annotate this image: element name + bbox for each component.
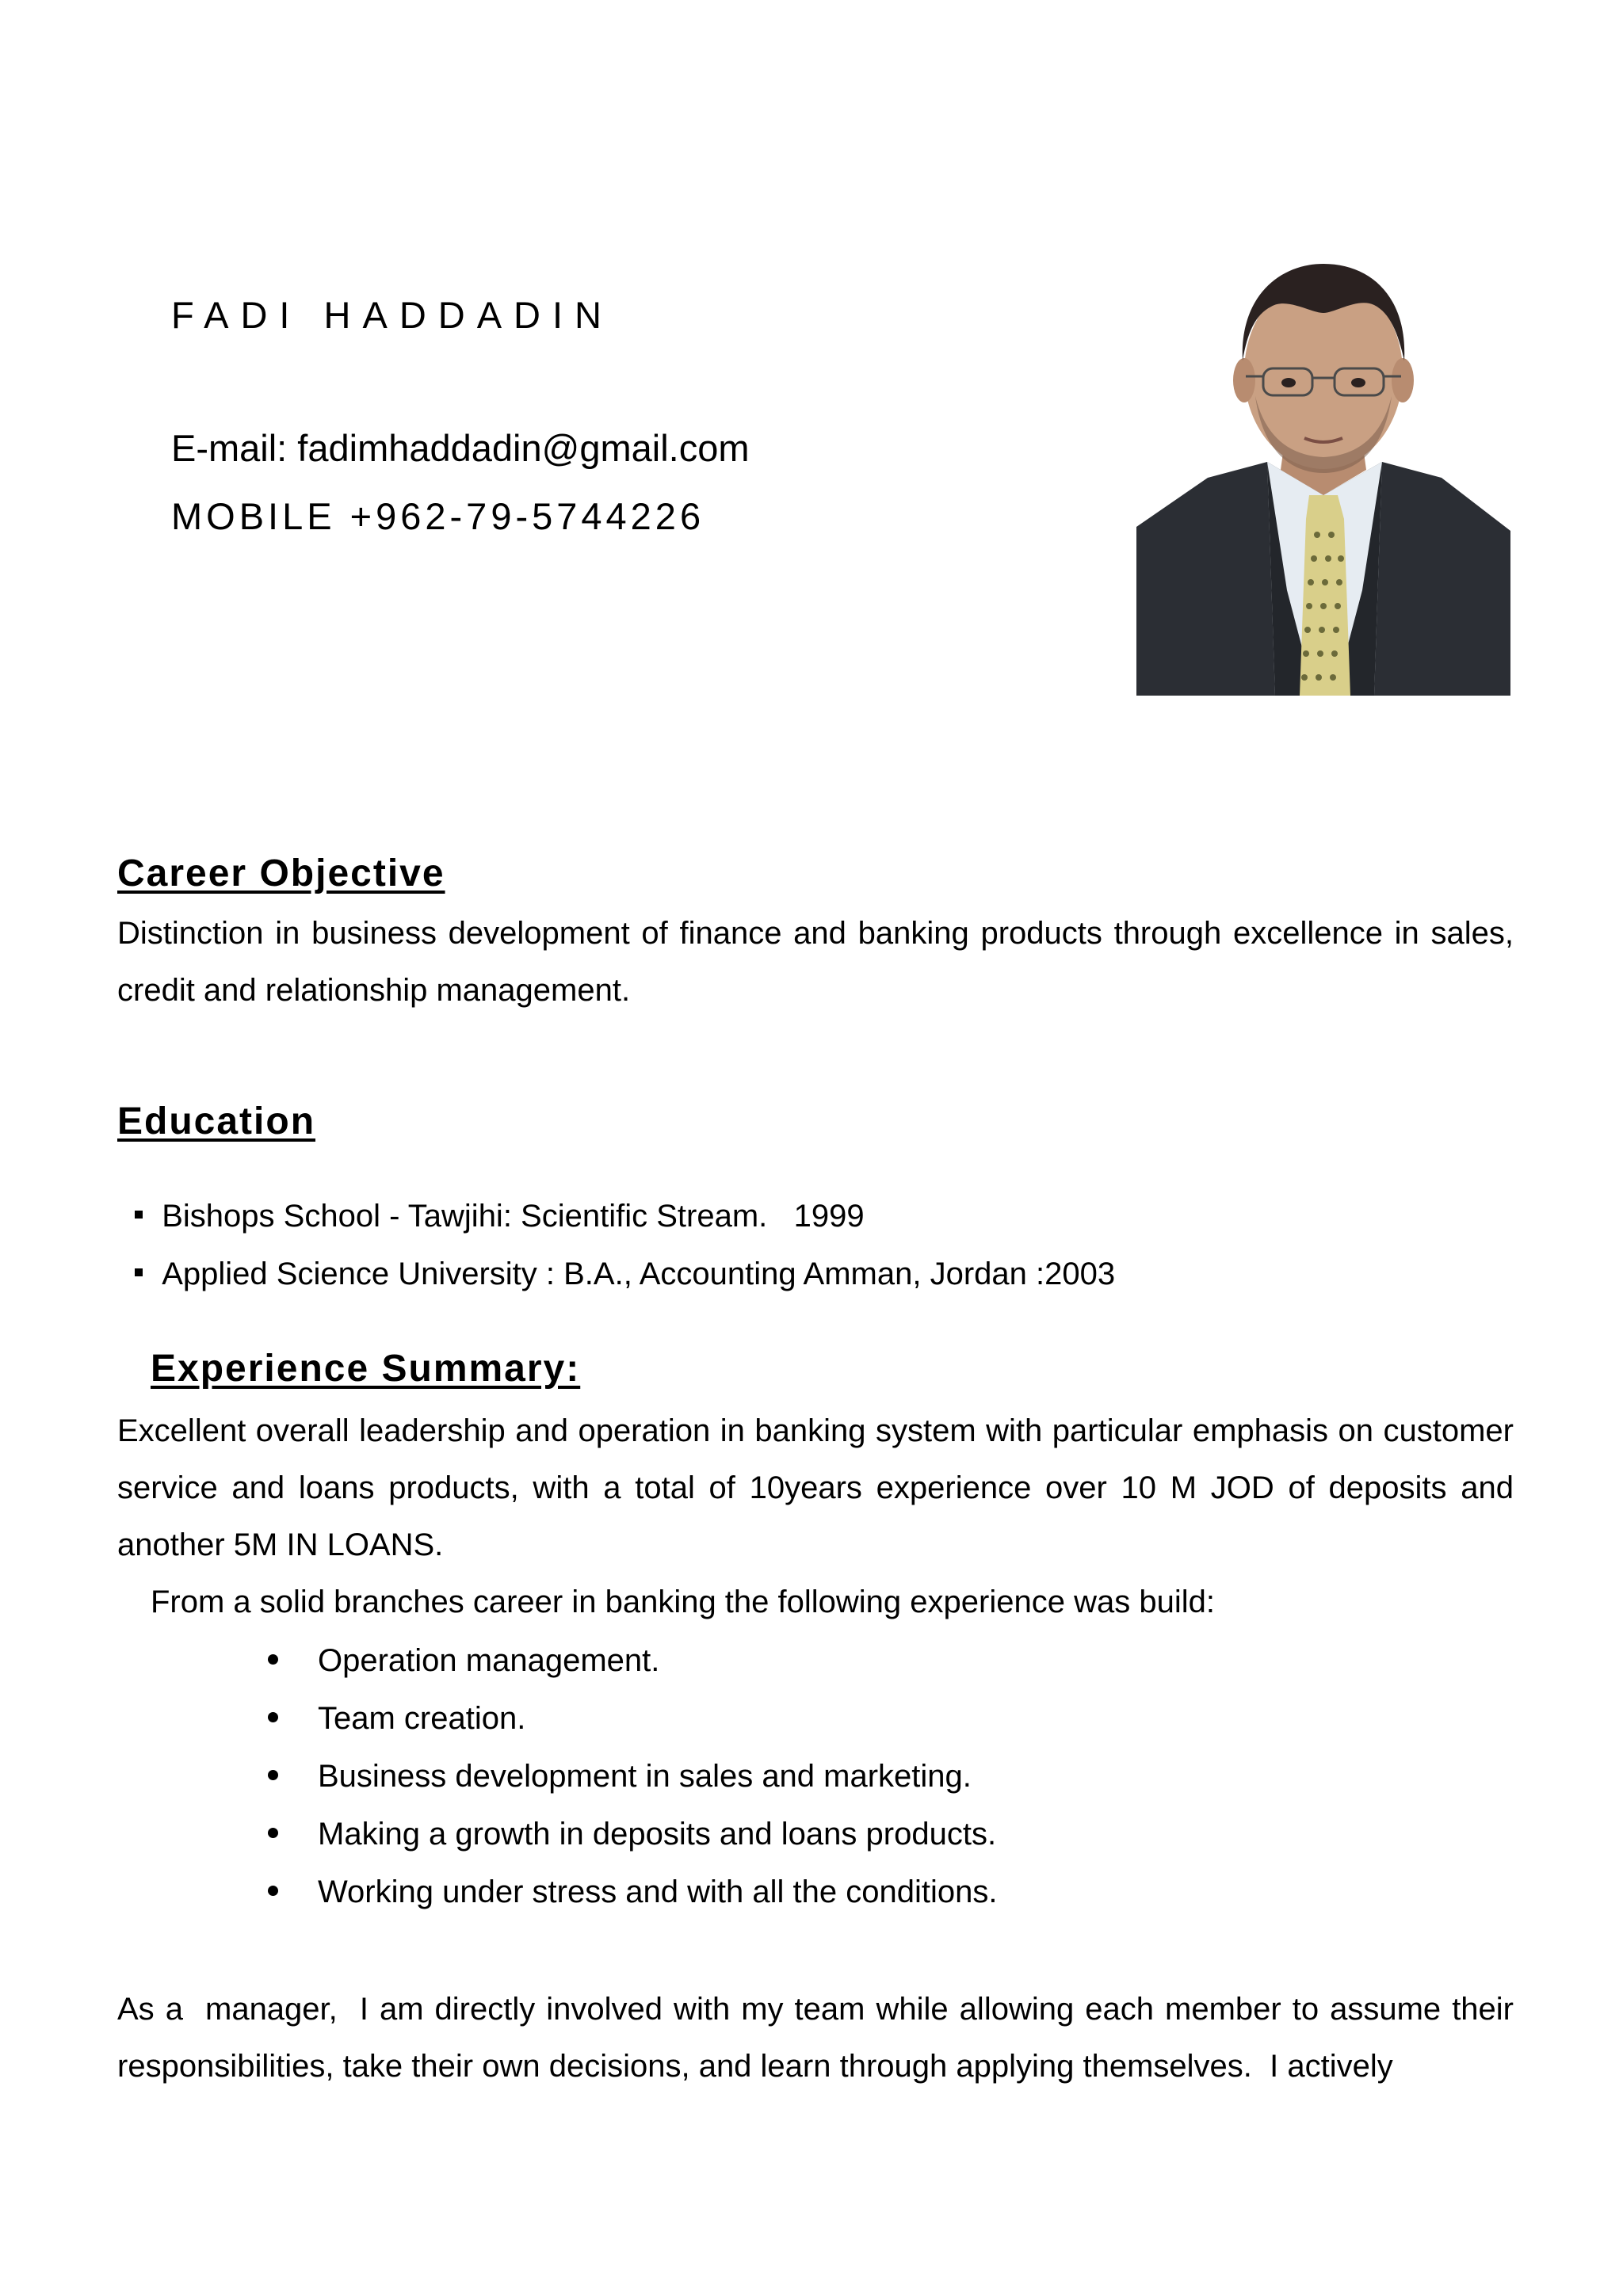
career-objective-heading: Career Objective [117, 852, 445, 894]
experience-item [268, 1817, 996, 1852]
mobile-line: MOBILE +962-79-5744226 [171, 495, 705, 537]
experience-heading: Experience Summary: [151, 1348, 581, 1390]
experience-item-text: Making a growth in deposits and loans products. [318, 1817, 997, 1852]
education-heading: Education [117, 1100, 316, 1142]
round-bullet-icon [268, 1770, 278, 1780]
round-bullet-icon [268, 1712, 278, 1722]
round-bullet-icon [268, 1828, 278, 1838]
round-bullet-icon [268, 1654, 278, 1665]
career-objective-text: Distinction in business development of finance and banking products through excellence in sales, credit and relationship management. [117, 916, 1514, 1008]
education-item-text: Applied Science University : B.A., Accounting Amman, Jordan :2003 [162, 1257, 1116, 1291]
experience-paragraph: Excellent overall leadership and operation in banking system with particular emphasis on customer service and loans products, with a total of 10years experience over 10 M JOD of deposits and another 5M IN LOANS. [117, 1413, 1514, 1562]
experience-item [268, 1759, 972, 1794]
candidate-name: FADI HADDADIN [171, 294, 613, 336]
round-bullet-icon [268, 1886, 278, 1896]
experience-item [268, 1643, 659, 1679]
square-bullet-icon [135, 1211, 143, 1219]
email-line: E-mail: fadimhaddadin@gmail.com [171, 427, 750, 469]
profile-photo [1136, 257, 1510, 696]
portrait-illustration [1136, 257, 1510, 696]
experience-item [268, 1701, 525, 1737]
manager-paragraph: As a manager, I am directly involved with my team while allowing each member to assume their responsibilities, take their own decisions, and learn through applying themselves. I actively [117, 1992, 1523, 2084]
experience-item [268, 1875, 997, 1910]
education-item-text: Bishops School - Tawjihi: Scientific Stream. 1999 [162, 1199, 865, 1234]
square-bullet-icon [135, 1268, 143, 1276]
experience-intro: From a solid branches career in banking the following experience was build: [151, 1585, 1215, 1619]
experience-item-text: Team creation. [318, 1701, 526, 1736]
experience-item-text: Operation management. [318, 1643, 660, 1678]
experience-item-text: Business development in sales and marketing. [318, 1759, 972, 1794]
education-item [117, 1221, 1115, 1292]
experience-item-text: Working under stress and with all the conditions. [318, 1875, 998, 1909]
